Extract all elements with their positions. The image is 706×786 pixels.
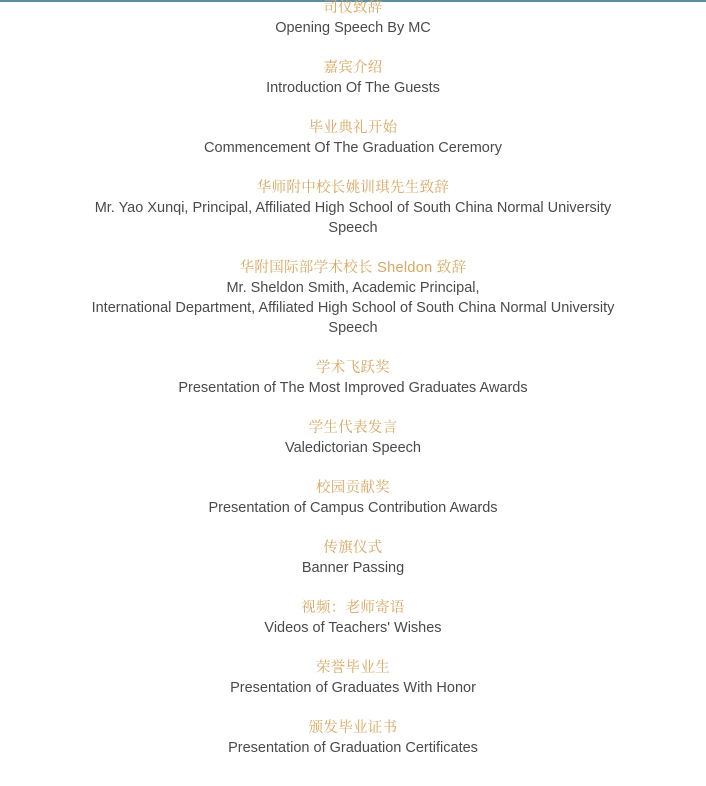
program-item-principal-speech bbox=[0, 178, 706, 238]
item-title-zh: 华师附中校长姚训琪先生致辞 bbox=[256, 180, 450, 196]
program-item-graduates-with-honor bbox=[0, 658, 706, 698]
program-item-graduation-certificates bbox=[0, 718, 706, 758]
program-item-banner-passing bbox=[0, 538, 706, 578]
item-title-en: Valedictorian Speech bbox=[285, 440, 421, 456]
item-title-zh: 荣誉毕业生 bbox=[316, 660, 390, 676]
program-item-academic-principal-speech bbox=[0, 258, 706, 338]
item-title-en-line-2: Speech bbox=[328, 220, 378, 236]
item-title-en-line-2: International Department, Affiliated High School of South China Normal University bbox=[91, 300, 615, 316]
item-title-en-line-3: Speech bbox=[328, 320, 378, 336]
item-title-en: Opening Speech By MC bbox=[275, 20, 431, 36]
item-title-zh: 学生代表发言 bbox=[308, 420, 398, 436]
item-title-en: Commencement Of The Graduation Ceremory bbox=[204, 140, 502, 156]
item-title-en-line-1: Mr. Yao Xunqi, Principal, Affiliated High School of South China Normal University bbox=[94, 200, 612, 216]
item-title-zh: 学术飞跃奖 bbox=[316, 360, 390, 376]
item-title-zh: 华附国际部学术校长 Sheldon 致辞 bbox=[239, 260, 467, 276]
item-title-zh: 司仪致辞 bbox=[323, 0, 383, 16]
item-title-zh: 视频：老师寄语 bbox=[301, 600, 405, 616]
item-title-en: Banner Passing bbox=[301, 560, 405, 576]
program-item-commencement bbox=[0, 118, 706, 158]
item-title-en: Presentation of Graduates With Honor bbox=[230, 680, 476, 696]
item-title-en: Presentation of The Most Improved Graduates Awards bbox=[178, 380, 528, 396]
program-item-opening-speech bbox=[0, 0, 706, 38]
item-title-en-line-1: Mr. Sheldon Smith, Academic Principal, bbox=[226, 280, 480, 296]
item-title-en: Presentation of Campus Contribution Awards bbox=[208, 500, 498, 516]
item-title-zh: 毕业典礼开始 bbox=[308, 120, 398, 136]
item-title-zh: 传旗仪式 bbox=[323, 540, 383, 556]
item-title-zh: 颁发毕业证书 bbox=[308, 720, 398, 736]
program-item-guest-introduction bbox=[0, 58, 706, 98]
item-title-en: Introduction Of The Guests bbox=[266, 80, 440, 96]
item-title-zh: 校园贡献奖 bbox=[316, 480, 390, 496]
program-item-teacher-videos bbox=[0, 598, 706, 638]
item-title-en: Videos of Teachers' Wishes bbox=[264, 620, 442, 636]
item-title-en: Presentation of Graduation Certificates bbox=[228, 740, 478, 756]
program-item-campus-contribution-awards bbox=[0, 478, 706, 518]
item-title-zh: 嘉宾介绍 bbox=[323, 60, 383, 76]
program-item-valedictorian-speech bbox=[0, 418, 706, 458]
program-item-most-improved-awards bbox=[0, 358, 706, 398]
